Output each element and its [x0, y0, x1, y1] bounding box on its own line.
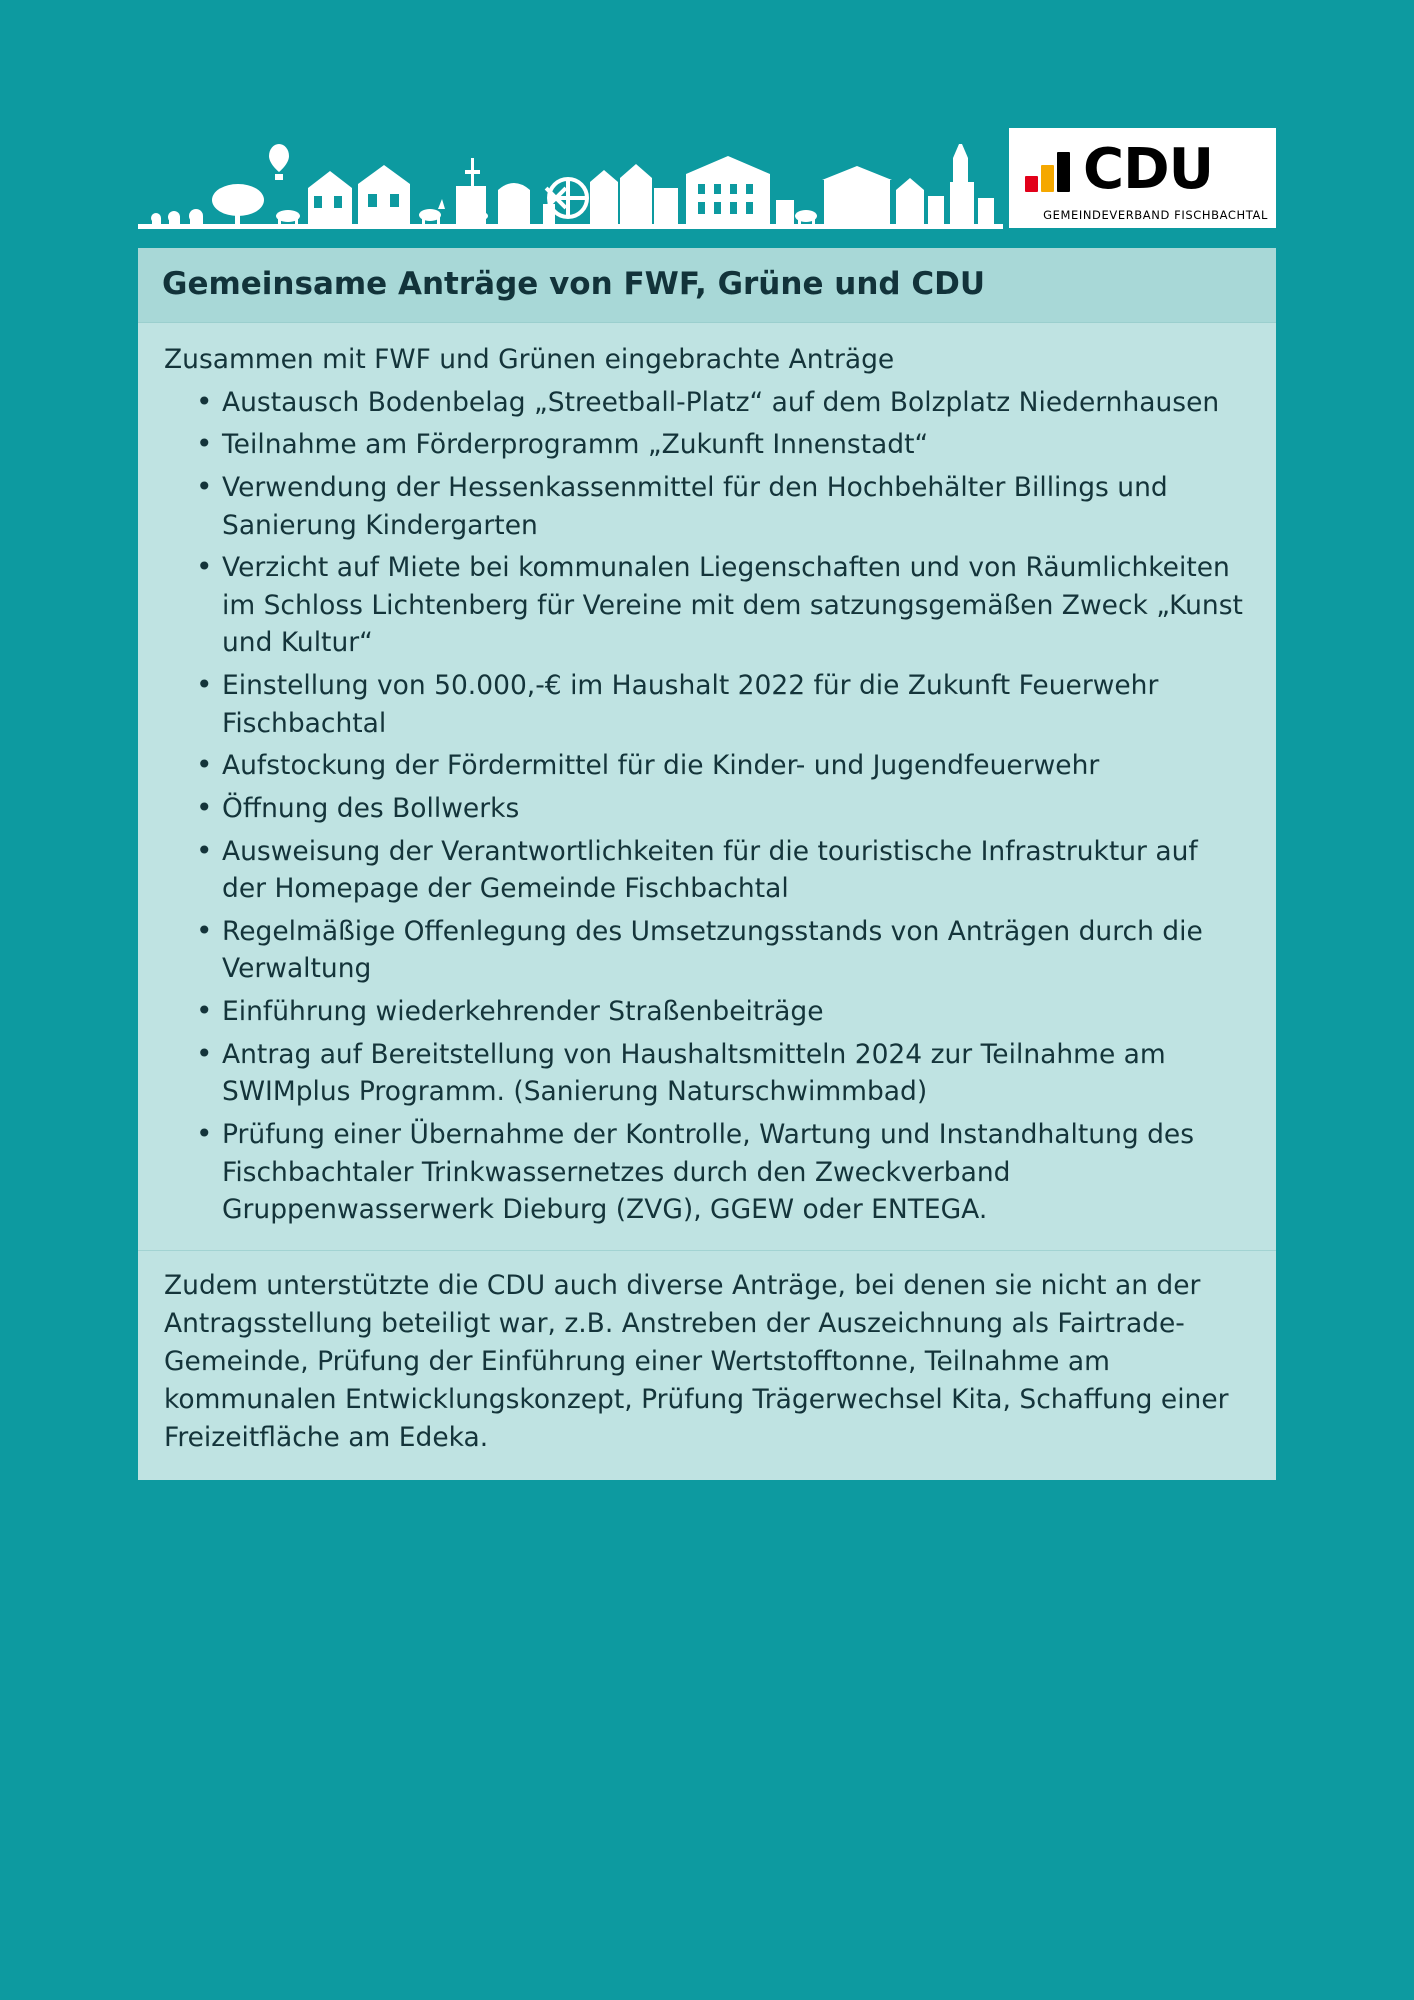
- list-item: • Einstellung von 50.000,-€ im Haushalt 2022 für die Zukunft Feuerwehr Fischbachtal: [190, 667, 1250, 742]
- skyline-illustration: [138, 138, 1003, 238]
- proposals-list: [164, 384, 1250, 1229]
- supported-proposals-text: Zudem unterstützte die CDU auch diverse Anträge, bei denen sie nicht an der Antragsstellung beteiligt war, z.B. Anstreben der Auszeichnung als Fairtrade-Gemeinde, Prüfung der Einführung einer Wertstofftonne, Teilnahme am kommunalen Entwicklungskonzept, Prüfung Trägerwechsel Kita, Schaffung einer Freizeitfläche am Edeka.: [164, 1269, 1229, 1454]
- proposals-section: [138, 323, 1276, 1251]
- list-item: • Aufstockung der Fördermittel für die Kinder- und Jugendfeuerwehr: [190, 747, 1250, 785]
- list-item: • Regelmäßige Offenlegung des Umsetzungsstands von Anträgen durch die Verwaltung: [190, 913, 1250, 988]
- list-item: • Teilnahme am Förderprogramm „Zukunft Innenstadt“: [190, 426, 1250, 464]
- list-item: • Verwendung der Hessenkassenmittel für den Hochbehälter Billings und Sanierung Kindergarten: [190, 469, 1250, 544]
- list-item: • Einführung wiederkehrender Straßenbeiträge: [190, 993, 1250, 1031]
- page-title: Gemeinsame Anträge von FWF, Grüne und CDU: [138, 248, 1276, 323]
- cdu-logo: [1009, 128, 1276, 228]
- list-item: • Austausch Bodenbelag „Streetball-Platz“ auf dem Bolzplatz Niedernhausen: [190, 384, 1250, 422]
- list-item: • Antrag auf Bereitstellung von Haushaltsmitteln 2024 zur Teilnahme am SWIMplus Programm. (Sanierung Naturschwimmbad): [190, 1036, 1250, 1111]
- supported-proposals-section: [138, 1251, 1276, 1480]
- page-header: [138, 128, 1276, 238]
- list-item: • Prüfung einer Übernahme der Kontrolle, Wartung und Instandhaltung des Fischbachtaler Trinkwassernetzes durch den Zweckverband Gruppenwasserwerk Dieburg (ZVG), GGEW oder ENTEGA.: [190, 1116, 1250, 1229]
- proposals-intro: Zusammen mit FWF und Grünen eingebrachte Anträge: [164, 344, 895, 375]
- cdu-logo-bars-icon: [1025, 150, 1077, 192]
- list-item: • Ausweisung der Verantwortlichkeiten für die touristische Infrastruktur auf der Homepage der Gemeinde Fischbachtal: [190, 833, 1250, 908]
- list-item: • Öffnung des Bollwerks: [190, 790, 1250, 828]
- cdu-logo-subtitle: GEMEINDEVERBAND FISCHBACHTAL: [1043, 208, 1268, 222]
- content-card: [138, 248, 1276, 1480]
- cdu-wordmark: CDU: [1083, 137, 1214, 202]
- list-item: • Verzicht auf Miete bei kommunalen Liegenschaften und von Räumlichkeiten im Schloss Lichtenberg für Vereine mit dem satzungsgemäßen Zweck „Kunst und Kultur“: [190, 549, 1250, 662]
